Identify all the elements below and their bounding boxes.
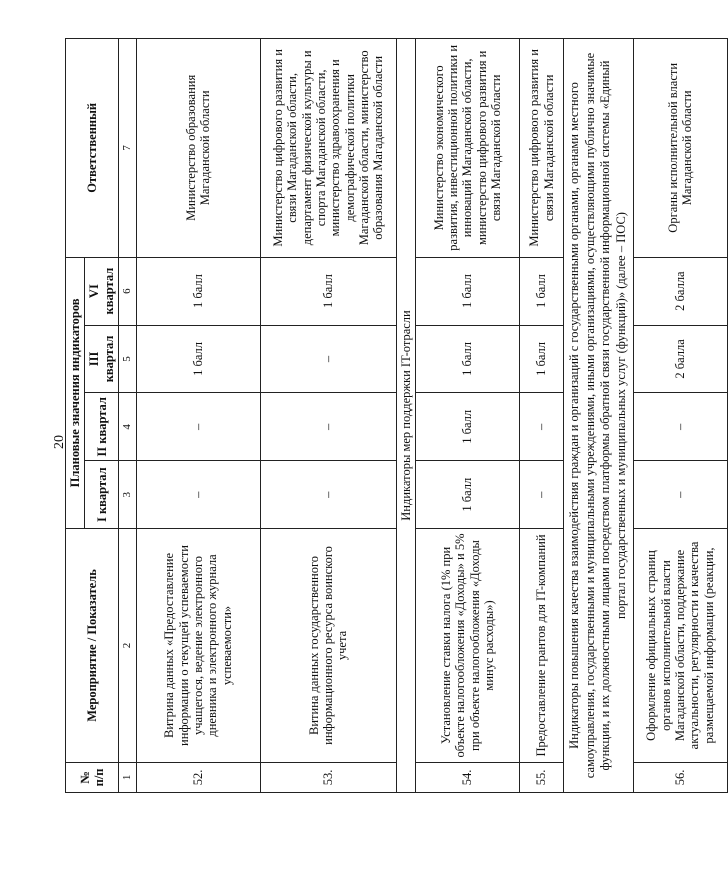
table-row <box>520 39 564 793</box>
row-responsible: Органы исполнительной власти Магаданской области <box>633 39 727 258</box>
row-q1: 1 балл <box>416 461 520 529</box>
column-number: 5 <box>119 325 137 393</box>
section-title-it-support: Индикаторы мер поддержки IT-отрасли <box>396 39 415 793</box>
row-responsible: Министерство цифрового развития и связи Магаданской области, департамент физической культуры и спорта Магаданской области, министерство здравоохранения и демографической политики Магаданской области, министерство образования Магаданской области <box>260 39 396 258</box>
row-number: 55. <box>520 762 564 792</box>
column-number: 3 <box>119 461 137 529</box>
row-number: 56. <box>633 762 727 792</box>
row-number: 53. <box>260 762 396 792</box>
column-number: 1 <box>119 762 137 792</box>
row-q4: 1 балл <box>136 257 260 325</box>
row-event: Витина данных государственного информационного ресурса воинского учета <box>260 529 396 763</box>
row-q4: 1 балл <box>520 257 564 325</box>
row-number: 52. <box>136 762 260 792</box>
table-row <box>136 39 260 793</box>
row-event: Предоставление грантов для IT-компаний <box>520 529 564 763</box>
rotated-page-content <box>65 38 716 793</box>
row-q3: 2 балла <box>633 325 727 393</box>
column-number: 6 <box>119 257 137 325</box>
row-event: Витрина данных «Предоставление информации о текущей успеваемости учащегося, ведение электронного дневника и электронного журнала успеваемости» <box>136 529 260 763</box>
row-q1: – <box>520 461 564 529</box>
header-number: № п/п <box>66 762 119 792</box>
row-responsible: Министерство образования Магаданской области <box>136 39 260 258</box>
indicators-table <box>65 38 728 793</box>
row-q3: 1 балл <box>520 325 564 393</box>
header-q1: I квартал <box>85 461 119 529</box>
header-q3: III квартал <box>85 325 119 393</box>
row-q1: – <box>136 461 260 529</box>
header-event: Мероприятие / Показатель <box>66 529 119 763</box>
row-event: Оформление официальных страниц органов исполнительной власти Магаданской области, поддержание актуальности, регулярности и качества размещаемой информации (реакции, <box>633 529 727 763</box>
section-header-row <box>564 39 634 793</box>
row-q3: – <box>260 325 396 393</box>
table-row <box>633 39 727 793</box>
section-header-row <box>396 39 415 793</box>
header-responsible: Ответственный <box>66 39 119 258</box>
row-event: Установление ставки налога (1% при объекте налогообложения «Доходы» и 5% при объекте налогообложения «Доходы минус расходы») <box>416 529 520 763</box>
row-q4: 1 балл <box>416 257 520 325</box>
row-q2: – <box>520 393 564 461</box>
row-responsible: Министерство цифрового развития и связи Магаданской области <box>520 39 564 258</box>
page-number: 20 <box>52 435 67 449</box>
column-numbers-row <box>119 39 137 793</box>
header-q2: II квартал <box>85 393 119 461</box>
column-number: 7 <box>119 39 137 258</box>
header-q4: VI квартал <box>85 257 119 325</box>
table-row <box>416 39 520 793</box>
row-q2: – <box>136 393 260 461</box>
header-plan: Плановые значения индикаторов <box>66 257 85 528</box>
row-responsible: Министерство экономического развития, инвестиционной политики и инноваций Магаданской области, министерство цифрового развития и связи Магаданской области <box>416 39 520 258</box>
header-row-1 <box>66 39 85 793</box>
table-row <box>260 39 396 793</box>
row-q2: 1 балл <box>416 393 520 461</box>
section-title-feedback-platform: Индикаторы повышения качества взаимодействия граждан и организаций с государственными органами, органами местного самоуправления, государственными и муниципальными учреждениями, иными организациями, осуществляющими публично значимые функции, и их должностными лицами посредством платформы обратной связи государственной информационной системы «Единый портал государственных и муниципальных услуг (функций)» (далее – ПОС) <box>564 39 634 793</box>
row-q3: 1 балл <box>416 325 520 393</box>
row-q1: – <box>633 461 727 529</box>
row-q1: – <box>260 461 396 529</box>
row-number: 54. <box>416 762 520 792</box>
column-number: 4 <box>119 393 137 461</box>
row-q2: – <box>633 393 727 461</box>
row-q4: 1 балл <box>260 257 396 325</box>
column-number: 2 <box>119 529 137 763</box>
row-q3: 1 балл <box>136 325 260 393</box>
row-q2: – <box>260 393 396 461</box>
row-q4: 2 балла <box>633 257 727 325</box>
